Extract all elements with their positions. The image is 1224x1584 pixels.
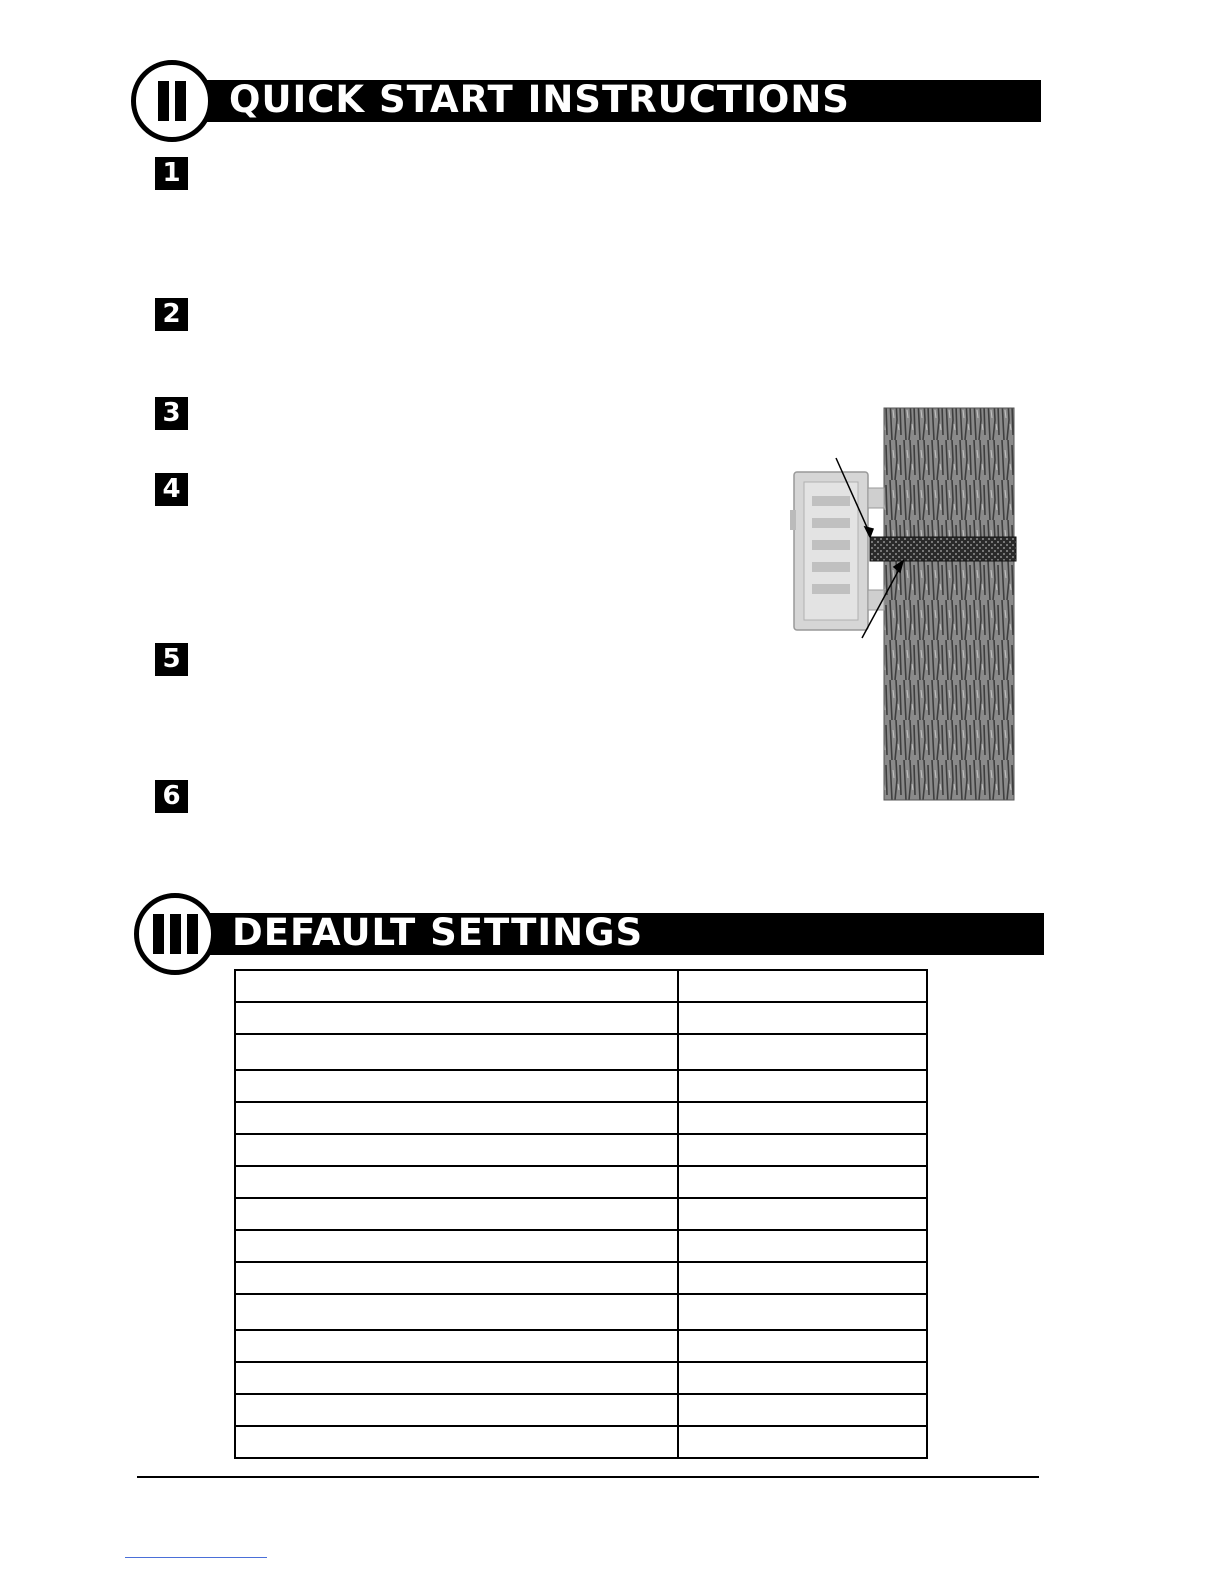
footer-link-underline [125,1557,267,1558]
setting-name-cell [235,1002,678,1034]
setting-name-cell [235,970,678,1002]
table-row [235,1230,927,1262]
setting-name-cell [235,1230,678,1262]
table-row [235,1002,927,1034]
setting-value-cell [678,1262,927,1294]
table-row [235,1102,927,1134]
default-settings-table [234,969,928,1459]
table-row [235,1034,927,1070]
setting-value-cell [678,1134,927,1166]
section-header-quick-start [131,60,1043,144]
setting-name-cell [235,1394,678,1426]
setting-value-cell [678,1362,927,1394]
table-row [235,1362,927,1394]
setting-name-cell [235,1330,678,1362]
camera-mount-illustration [790,400,1030,810]
section-title-default-settings: DEFAULT SETTINGS [232,911,644,954]
setting-name-cell [235,1426,678,1458]
page-bottom-rule [137,1476,1039,1478]
setting-value-cell [678,1294,927,1330]
table-row [235,1070,927,1102]
step-badge-3: 3 [155,397,188,430]
setting-name-cell [235,1198,678,1230]
setting-name-cell [235,1134,678,1166]
setting-name-cell [235,1294,678,1330]
table-row [235,1294,927,1330]
section-header-default-settings [134,893,1047,977]
setting-value-cell [678,1230,927,1262]
table-row [235,1394,927,1426]
step-badge-6: 6 [155,780,188,813]
setting-name-cell [235,1034,678,1070]
table-row [235,1262,927,1294]
setting-value-cell [678,970,927,1002]
setting-value-cell [678,1034,927,1070]
setting-value-cell [678,1426,927,1458]
section-number-iii-icon [134,893,216,975]
setting-value-cell [678,1394,927,1426]
setting-name-cell [235,1070,678,1102]
table-row [235,1134,927,1166]
table-row [235,1426,927,1458]
setting-value-cell [678,1198,927,1230]
setting-value-cell [678,1002,927,1034]
setting-name-cell [235,1362,678,1394]
setting-value-cell [678,1330,927,1362]
step-badge-5: 5 [155,643,188,676]
table-row [235,1166,927,1198]
tree-trunk-icon [884,408,1014,800]
setting-value-cell [678,1102,927,1134]
setting-name-cell [235,1166,678,1198]
setting-value-cell [678,1166,927,1198]
setting-name-cell [235,1262,678,1294]
table-row [235,970,927,1002]
step-badge-2: 2 [155,298,188,331]
section-title-quick-start: QUICK START INSTRUCTIONS [229,78,850,121]
table-row [235,1198,927,1230]
setting-name-cell [235,1102,678,1134]
step-badge-4: 4 [155,473,188,506]
table-row [235,1330,927,1362]
step-badge-1: 1 [155,157,188,190]
strap-icon [870,537,1016,561]
setting-value-cell [678,1070,927,1102]
section-number-ii-icon [131,60,213,142]
